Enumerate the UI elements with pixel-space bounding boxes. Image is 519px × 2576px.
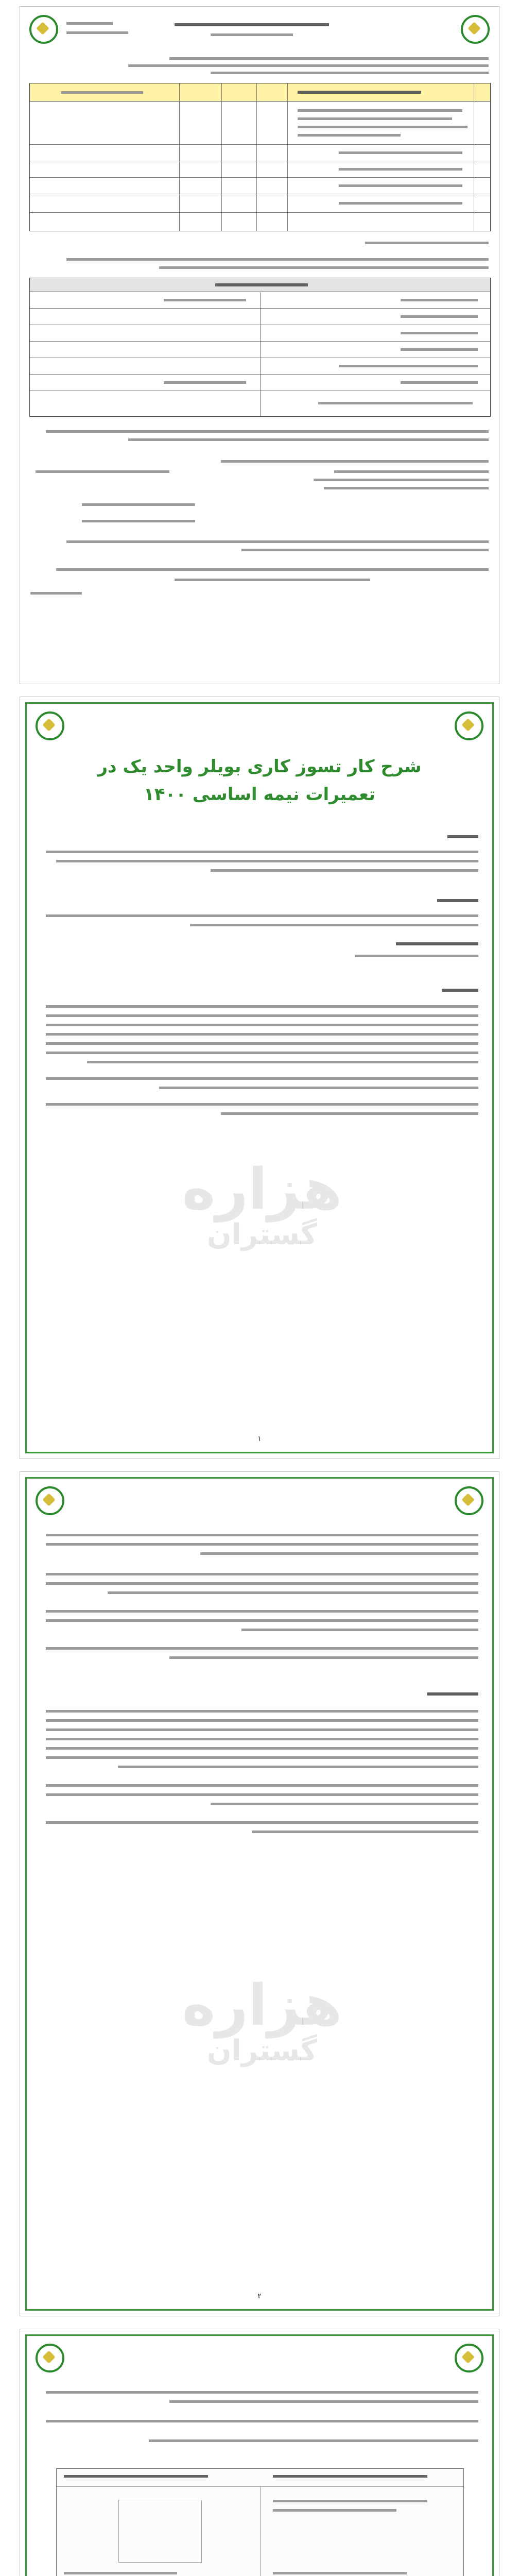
watermark-logo (164, 1972, 360, 2068)
supplier-info-table (29, 278, 491, 417)
employer-logo-icon (455, 711, 483, 740)
watermark-text: هزاره (182, 1972, 342, 2038)
watermark-logo (164, 1156, 360, 1252)
watermark-subtext: گستران (206, 1218, 318, 1251)
page-number: ۲ (257, 2292, 262, 2300)
green-frame (25, 1477, 494, 2311)
employer-logo-icon (29, 15, 58, 44)
scope-page-1 (20, 697, 499, 1459)
form-page (20, 6, 499, 684)
company-logo-icon (36, 1486, 64, 1515)
watermark-text: هزاره (182, 1156, 342, 1222)
scope-page-2 (20, 1471, 499, 2316)
watermark-subtext: گستران (206, 2034, 318, 2067)
work-items-table (29, 83, 491, 231)
company-logo-icon (36, 711, 64, 740)
welding-procedure-specification-image (56, 2468, 464, 2576)
company-logo-icon (461, 15, 490, 44)
scope-page-3 (20, 2329, 499, 2576)
employer-logo-icon (455, 1486, 483, 1515)
page-number: ۱ (257, 1435, 262, 1443)
employer-logo-icon (455, 2344, 483, 2372)
company-logo-icon (36, 2344, 64, 2372)
document-title: شرح کار تسوز کاری بویلر واحد یک در تعمیرات نیمه اساسی ۱۴۰۰ (97, 756, 422, 805)
